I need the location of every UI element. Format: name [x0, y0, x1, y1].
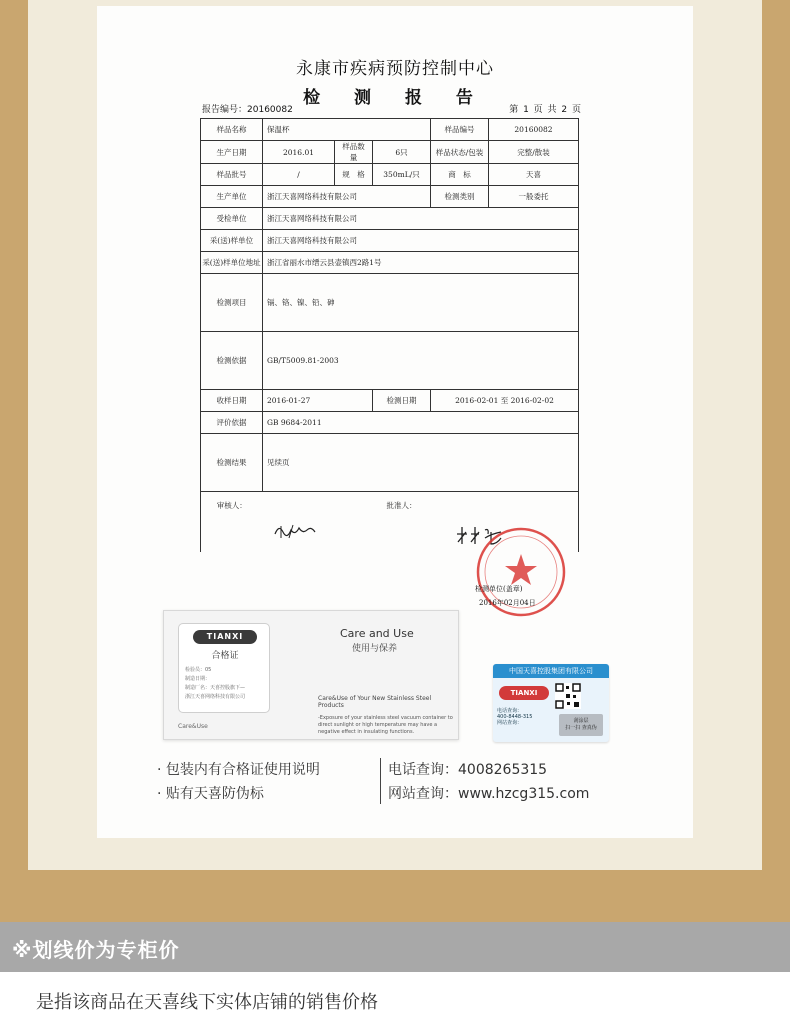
cert-line: 检验员：05 — [185, 667, 212, 673]
basis-value: GB/T5009.81-2003 — [263, 332, 579, 390]
brand-logo: TIANXI — [193, 630, 257, 644]
table-row — [201, 208, 579, 230]
report-header — [97, 54, 693, 108]
inspected-label: 受检单位 — [201, 208, 263, 230]
price-notice-title: ※划线价为专柜价 — [12, 938, 180, 962]
brand-label: 商 标 — [431, 164, 489, 186]
care-subtitle: Care&Use of Your New Stainless Steel Products — [318, 695, 432, 709]
qty-label: 样品数量 — [335, 141, 373, 164]
report-number — [202, 102, 293, 115]
brand-value: 天喜 — [489, 164, 579, 186]
qty-value: 6只 — [373, 141, 431, 164]
basis-label: 检测依据 — [201, 332, 263, 390]
eval-value: GB 9684-2011 — [263, 412, 579, 434]
result-value: 见续页 — [263, 434, 579, 492]
received-value: 2016-01-27 — [263, 390, 373, 412]
phone-query: 电话查询：4008265315 — [388, 762, 548, 778]
sender-label: 采(送)样单位 — [201, 230, 263, 252]
care-title-cn: 使用与保养 — [352, 644, 398, 654]
feature-item: · 包装内有合格证使用说明 — [157, 762, 320, 778]
sample-name-label: 样品名称 — [201, 119, 263, 141]
table-row — [201, 412, 579, 434]
reviewer-signature — [273, 522, 317, 540]
label-contact — [497, 708, 532, 726]
org-title: 永康市疾病预防控制中心 — [296, 59, 494, 79]
label-logo: TIANXI — [499, 686, 549, 700]
result-label: 检测结果 — [201, 434, 263, 492]
feature-list — [157, 758, 320, 806]
website-query: 网站查询：www.hzcg315.com — [388, 786, 590, 802]
items-label: 检测项目 — [201, 274, 263, 332]
table-row — [201, 164, 579, 186]
cert-line: 制造日期： — [185, 676, 211, 682]
qr-code-icon — [555, 683, 581, 709]
certificate-card — [163, 610, 459, 740]
table-row — [201, 332, 579, 390]
address-label: 采(送)样单位地址 — [201, 252, 263, 274]
table-row — [201, 230, 579, 252]
test-type-value: 一般委托 — [489, 186, 579, 208]
report-number-label: 报告编号： — [202, 105, 248, 115]
items-value: 镉、铬、镍、铅、砷 — [263, 274, 579, 332]
spec-value: 350mL/只 — [373, 164, 431, 186]
report-meta — [202, 102, 582, 116]
label-web-label: 网站查询： — [497, 720, 523, 726]
label-company: 中国天喜控股集团有限公司 — [493, 664, 609, 678]
report-paper — [97, 6, 693, 838]
label-tel-label: 电话查询： — [497, 708, 523, 714]
state-label: 样品状态/包装 — [431, 141, 489, 164]
price-notice-desc: 是指该商品在天喜线下实体店铺的销售价格 — [36, 992, 378, 1013]
certificate-title: 合格证 — [211, 651, 239, 661]
certificate-lines — [185, 666, 269, 702]
scratch-line: 刮涂层 — [573, 718, 589, 724]
divider — [380, 758, 381, 804]
sample-no-label: 样品编号 — [431, 119, 489, 141]
producer-label: 生产单位 — [201, 186, 263, 208]
prod-date-label: 生产日期 — [201, 141, 263, 164]
care-text: -Exposure of your stainless steel vacuum container to direct sunlight or high temperature may have a negative effect in insulating functions. — [318, 715, 453, 735]
batch-value: / — [263, 164, 335, 186]
test-date-label: 检测日期 — [373, 390, 431, 412]
table-row — [201, 141, 579, 164]
eval-label: 评价依据 — [201, 412, 263, 434]
table-row — [201, 434, 579, 492]
table-row — [201, 252, 579, 274]
test-date-value: 2016-02-01 至 2016-02-02 — [431, 390, 579, 412]
test-type-label: 检测类别 — [431, 186, 489, 208]
report-table — [200, 118, 579, 552]
sample-name-value: 保温杯 — [263, 119, 431, 141]
table-row — [201, 390, 579, 412]
label-tel: 400-8448-315 — [497, 714, 533, 720]
report-title: 检 测 报 告 — [303, 88, 487, 108]
feature-item: · 贴有天喜防伪标 — [157, 786, 264, 802]
state-value: 完整/散装 — [489, 141, 579, 164]
spec-label: 规 格 — [335, 164, 373, 186]
scratch-line: 扫一扫 查真伪 — [565, 725, 597, 731]
table-row — [201, 186, 579, 208]
reviewer-label: 审核人： — [201, 492, 263, 552]
price-notice-band — [0, 922, 790, 972]
sample-no-value: 20160082 — [489, 119, 579, 141]
stamp-text: 检测单位(盖章) — [475, 585, 523, 593]
cert-line: 浙江天喜网络科技有限公司 — [185, 694, 246, 700]
red-seal-stamp — [475, 526, 567, 618]
report-number-value: 20160082 — [247, 105, 293, 115]
producer-value: 浙江天喜网络科技有限公司 — [263, 186, 431, 208]
received-label: 收样日期 — [201, 390, 263, 412]
table-row — [201, 274, 579, 332]
approver-label: 批准人： — [373, 492, 431, 552]
stamp-date: 2016年02月04日 — [479, 599, 536, 607]
batch-label: 样品批号 — [201, 164, 263, 186]
inspected-value: 浙江天喜网络科技有限公司 — [263, 208, 579, 230]
anti-counterfeit-label — [493, 664, 609, 742]
care-title-en: Care and Use — [340, 627, 414, 640]
sender-value: 浙江天喜网络科技有限公司 — [263, 230, 579, 252]
care-small-label: Care&Use — [178, 723, 208, 730]
contact-list — [388, 758, 589, 806]
table-row — [201, 119, 579, 141]
address-value: 浙江省丽水市缙云县壶镇西2路1号 — [263, 252, 579, 274]
prod-date-value: 2016.01 — [263, 141, 335, 164]
certificate-tag — [178, 623, 270, 713]
cert-line: 制造厂名：天喜控股旗下— — [185, 685, 246, 691]
page-info: 第 1 页 共 2 页 — [509, 105, 582, 115]
scratch-area — [559, 714, 603, 736]
